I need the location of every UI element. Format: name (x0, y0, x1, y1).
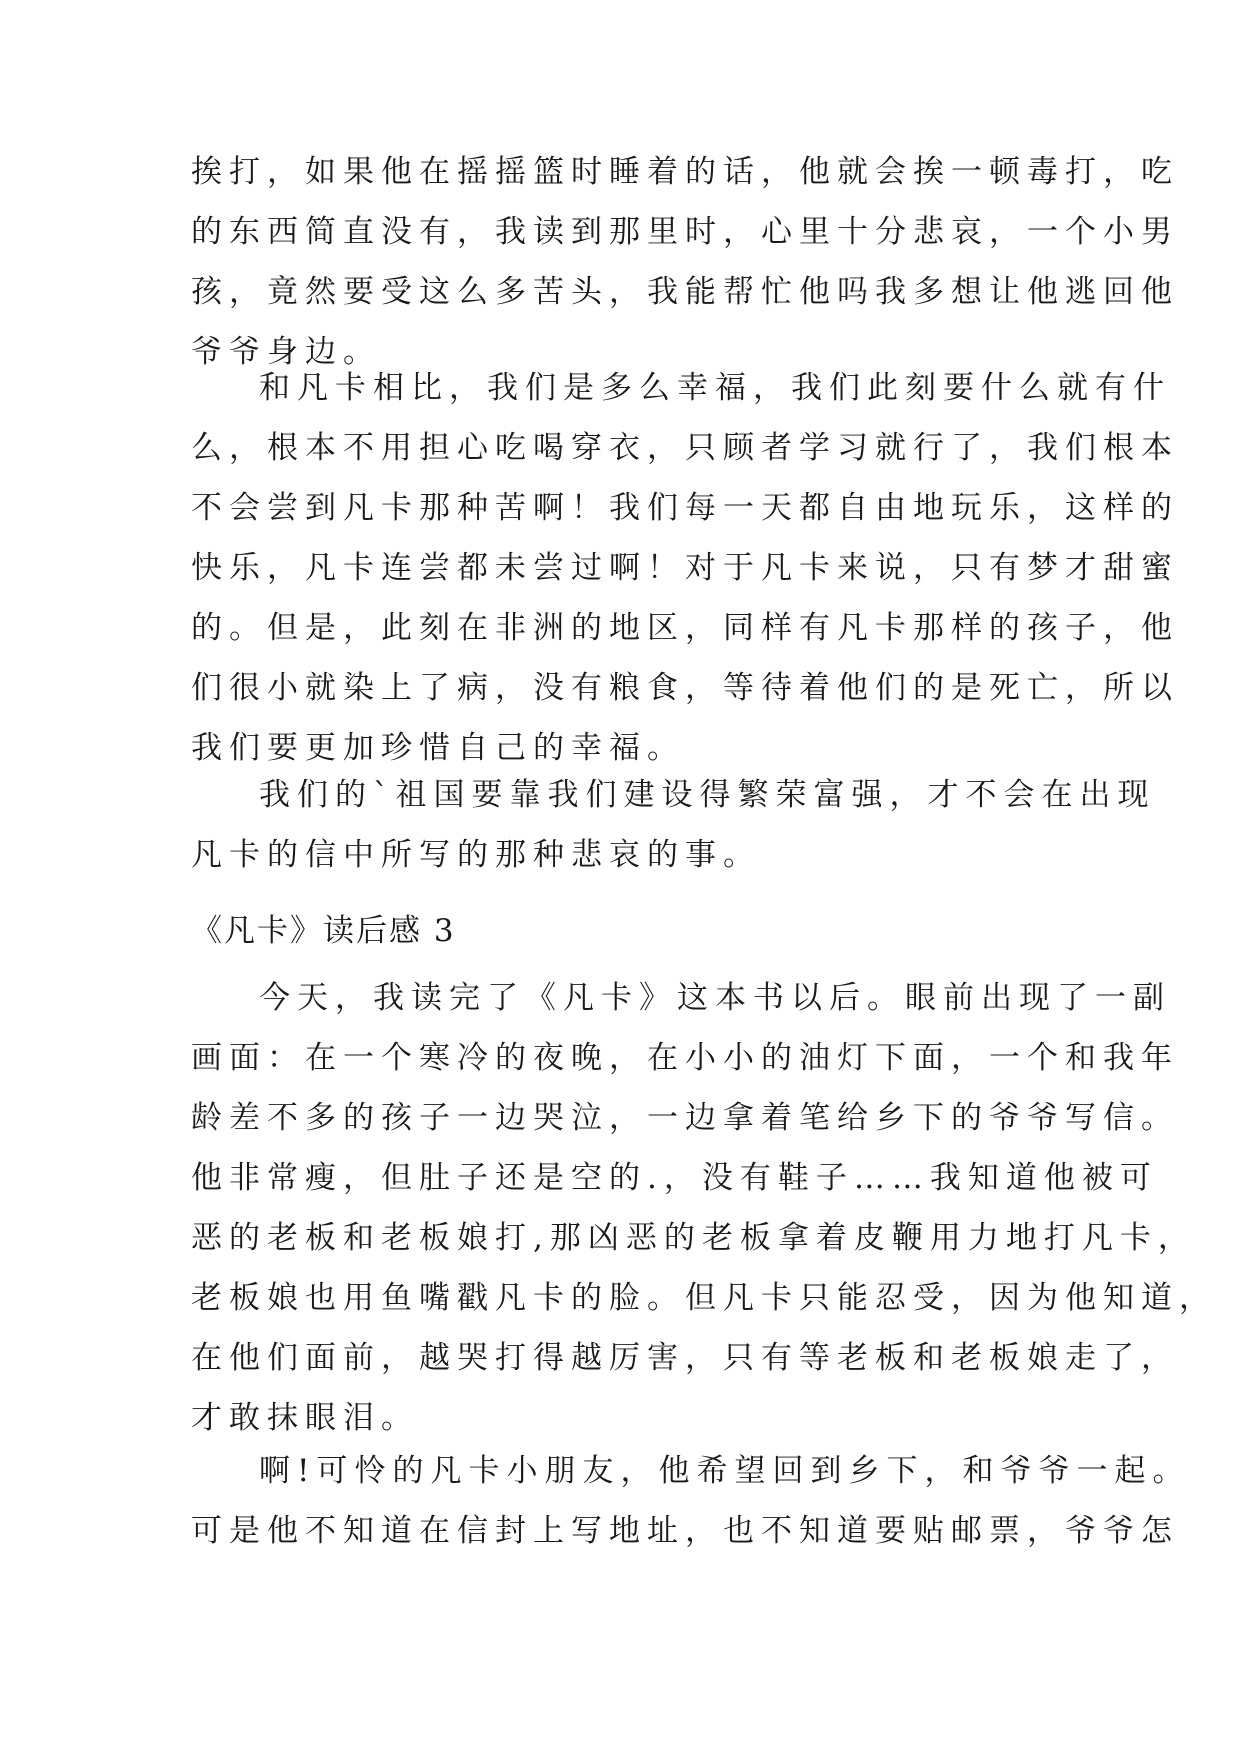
paragraph-continuation (191, 142, 1179, 382)
text-line: 快乐，凡卡连尝都未尝过啊！对于凡卡来说，只有梦才甜蜜 (191, 550, 1179, 586)
text-line: 的东西简直没有，我读到那里时，心里十分悲哀，一个小男 (191, 214, 1179, 250)
text-line: 龄差不多的孩子一边哭泣，一边拿着笔给乡下的爷爷写信。 (191, 1100, 1179, 1136)
paragraph (191, 968, 1217, 1448)
text-line: 我们的`祖国要靠我们建设得繁荣富强，才不会在出现 (259, 777, 1156, 813)
text-line: 么，根本不用担心吃喝穿衣，只顾者学习就行了，我们根本 (191, 430, 1179, 466)
text-line: 和凡卡相比，我们是多么幸福，我们此刻要什么就有什 (259, 370, 1171, 406)
text-line: 不会尝到凡卡那种苦啊！我们每一天都自由地玩乐，这样的 (191, 490, 1179, 526)
text-line: 爷爷身边。 (191, 334, 381, 370)
text-line: 我们要更加珍惜自己的幸福。 (191, 730, 685, 766)
text-line: 恶的老板和老板娘打,那凶恶的老板拿着皮鞭用力地打凡卡， (191, 1220, 1196, 1256)
text-line: 才敢抹眼泪。 (191, 1400, 419, 1436)
text-line: 今天，我读完了《凡卡》这本书以后。眼前出现了一副 (259, 980, 1171, 1016)
paragraph (191, 358, 1179, 778)
text-line: 画面：在一个寒冷的夜晚，在小小的油灯下面，一个和我年 (191, 1040, 1179, 1076)
paragraph (191, 1441, 1191, 1561)
heading-text: 《凡卡》读后感 3 (191, 913, 456, 949)
text-line: 的。但是，此刻在非洲的地区，同样有凡卡那样的孩子，他 (191, 610, 1179, 646)
text-line: 老板娘也用鱼嘴戳凡卡的脸。但凡卡只能忍受，因为他知道， (191, 1280, 1217, 1316)
text-line: 们很小就染上了病，没有粮食，等待着他们的是死亡，所以 (191, 670, 1179, 706)
text-line: 可是他不知道在信封上写地址，也不知道要贴邮票，爷爷怎 (191, 1513, 1179, 1549)
text-line: 他非常瘦，但肚子还是空的.，没有鞋子……我知道他被可 (191, 1160, 1158, 1196)
text-line: 孩，竟然要受这么多苦头，我能帮忙他吗我多想让他逃回他 (191, 274, 1179, 310)
text-line: 啊!可怜的凡卡小朋友，他希望回到乡下，和爷爷一起。 (259, 1453, 1191, 1489)
text-line: 在他们面前，越哭打得越厉害，只有等老板和老板娘走了， (191, 1340, 1179, 1376)
text-line: 挨打，如果他在摇摇篮时睡着的话，他就会挨一顿毒打，吃 (191, 154, 1179, 190)
paragraph (191, 765, 1156, 885)
text-line: 凡卡的信中所写的那种悲哀的事。 (191, 837, 761, 873)
section-heading (191, 901, 1049, 961)
